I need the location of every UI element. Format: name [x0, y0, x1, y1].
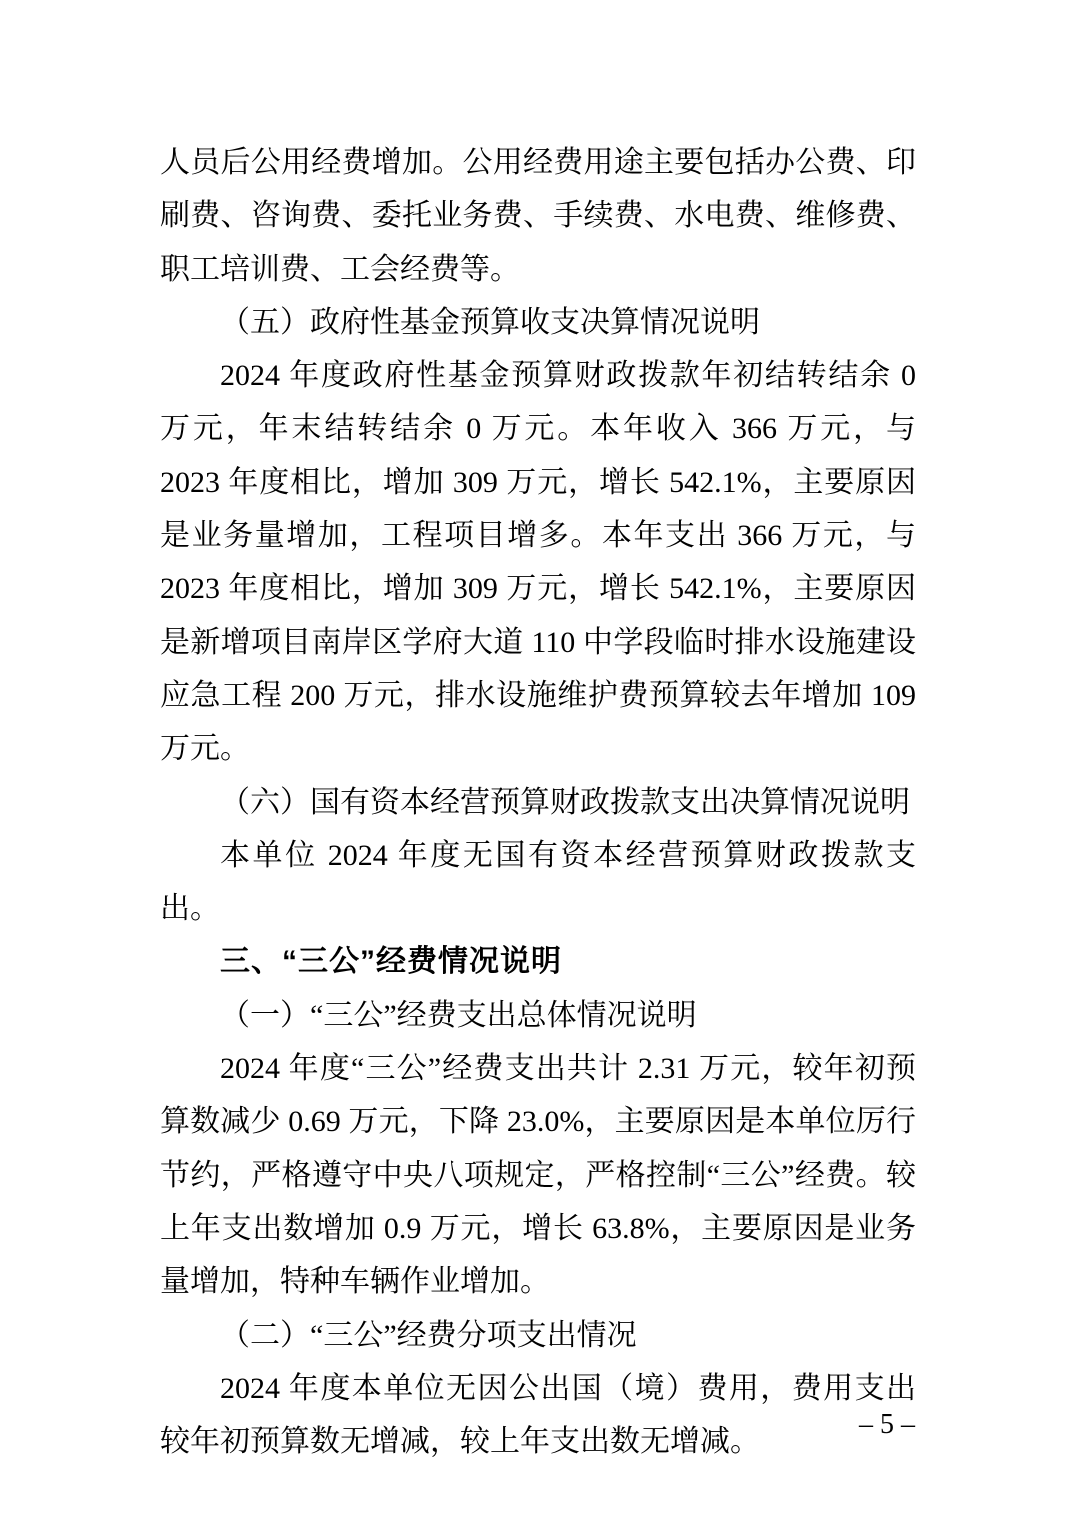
para-govt-fund-budget-detail: 2024 年度政府性基金预算财政拨款年初结转结余 0 万元，年末结转结余 0 万元。本年收入 366 万元，与 2023 年度相比，增加 309 万元，增长 542.1%，主要原因是业务量增加，工程项目增多。本年支出 366 万元，与 2023 年度相比，增加 309 万元，增长 542.1%，主要原因是新增项目南岸区学府大道 110 中学段临时排水设施建设应急工程 200 万元，排水设施维护费预算较去年增加 109 万元。 [160, 359, 916, 766]
para-public-expense-continued: 人员后公用经费增加。公用经费用途主要包括办公费、印刷费、咨询费、委托业务费、手续费、水电费、维修费、职工培训费、工会经费等。 [160, 146, 916, 286]
heading-section-5-govt-fund-budget: （五）政府性基金预算收支决算情况说明 [220, 305, 760, 339]
heading-sub-2-itemized: （二）“三公”经费分项支出情况 [220, 1318, 637, 1352]
heading-sub-1-overall: （一）“三公”经费支出总体情况说明 [220, 998, 697, 1032]
para-three-public-itemized: 2024 年度本单位无因公出国（境）费用，费用支出较年初预算数无增减，较上年支出数无增减。 [160, 1371, 916, 1459]
para-state-capital-detail: 本单位 2024 年度无国有资本经营预算财政拨款支出。 [160, 838, 916, 926]
document-content [160, 136, 916, 1468]
para-three-public-overall: 2024 年度“三公”经费支出共计 2.31 万元，较年初预算数减少 0.69 万元，下降 23.0%，主要原因是本单位厉行节约，严格遵守中央八项规定，严格控制“三公”经费。较上年支出数增加 0.9 万元，增长 63.8%，主要原因是业务量增加，特种车辆作业增加。 [160, 1052, 916, 1299]
heading-section-6-state-capital: （六）国有资本经营预算财政拨款支出决算情况说明 [220, 785, 910, 819]
heading-three-public-funds: 三、“三公”经费情况说明 [220, 945, 562, 979]
page-number: – 5 – [859, 1409, 915, 1440]
